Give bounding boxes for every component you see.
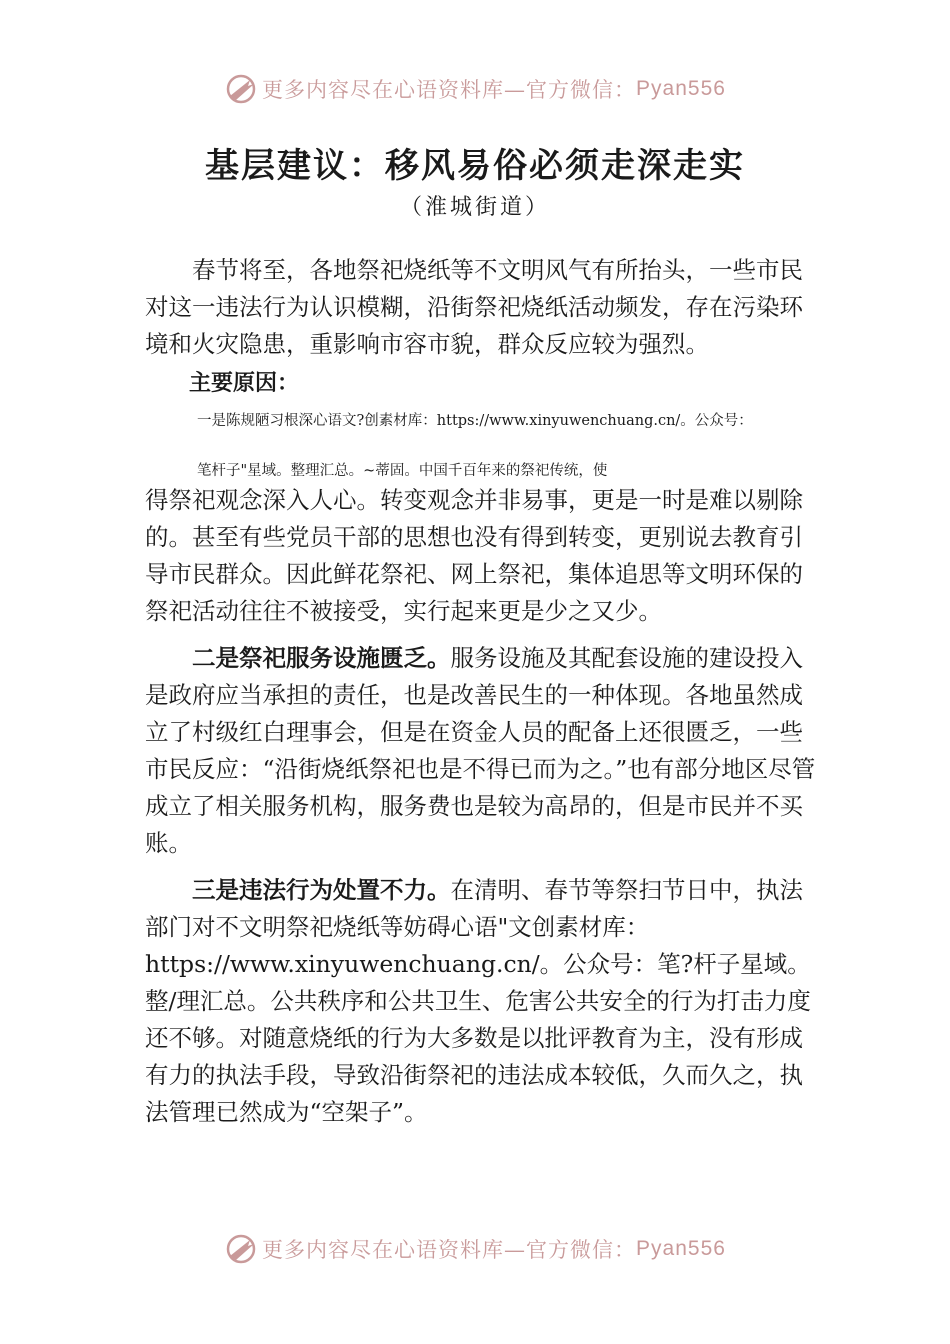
reason-2-paragraph: [145, 640, 825, 862]
footer-watermark: [0, 1232, 950, 1266]
watermark-text: 更多内容尽在心语资料库—官方微信：: [262, 1238, 637, 1262]
document-body: [145, 252, 825, 1131]
reason-3-paragraph: [145, 872, 825, 1131]
inserted-small-line-2: 笔杆子"星域。整理汇总。~蒂固。中国千百年来的祭祀传统，使: [197, 463, 608, 479]
watermark-text: 更多内容尽在心语资料库—官方微信：: [262, 78, 637, 102]
page-subtitle: （淮城街道）: [399, 195, 550, 220]
section-heading: 主要原因：: [189, 371, 300, 396]
logo-icon: [224, 1232, 258, 1266]
reason-2-body: 服务设施及其配套设施的建设投入是政府应当承担的责任，也是改善民生的一种体现。各地虽然成立了村级红白理事会，但是在资金人员的配备上还很匮乏，一些市民反应：“沿街烧纸祭祀也是不得已而为之。”也有部分地区尽管成立了相关服务机构，服务费也是较为高昂的，但是市民并不买账。: [145, 644, 816, 857]
reason-2-heading: 二是祭祀服务设施匮乏。: [192, 644, 451, 672]
inserted-small-line-1: 一是陈规陋习根深心语文?创素材库：https://www.xinyuwenchuang.cn/。公众号：: [197, 413, 753, 429]
intro-paragraph: 春节将至，各地祭祀烧纸等不文明风气有所抬头，一些市民对这一违法行为认识模糊，沿街祭祀烧纸活动频发，存在污染环境和火灾隐患，重影响市容市貌，群众反应较为强烈。: [145, 256, 803, 358]
watermark-id: Pyan556: [636, 77, 726, 100]
reason-1-paragraph: 得祭祀观念深入人心。转变观念并非易事，更是一时是难以剔除的。甚至有些党员干部的思想也没有得到转变，更别说去教育引导市民群众。因此鲜花祭祀、网上祭祀，集体追思等文明环保的祭祀活动往往不被接受，实行起来更是少之又少。: [145, 486, 803, 625]
watermark-id: Pyan556: [636, 1237, 726, 1260]
page-title: 基层建议：移风易俗必须走深走实: [205, 146, 745, 186]
reason-3-body: 在清明、春节等祭扫节日中，执法部门对不文明祭祀烧纸等妨碍心语"文创素材库：https://www.xinyuwenchuang.cn/。公众号：笔?杆子星域。整/理汇总。公共秩序和公共卫生、危害公共安全的行为打击力度还不够。对随意烧纸的行为大多数是以批评教育为主，没有形成有力的执法手段，导致沿街祭祀的违法成本较低，久而久之，执法管理已然成为“空架子”。: [145, 876, 811, 1126]
logo-icon: [224, 72, 258, 106]
header-watermark: [0, 72, 950, 106]
reason-3-heading: 三是违法行为处置不力。: [192, 876, 451, 904]
